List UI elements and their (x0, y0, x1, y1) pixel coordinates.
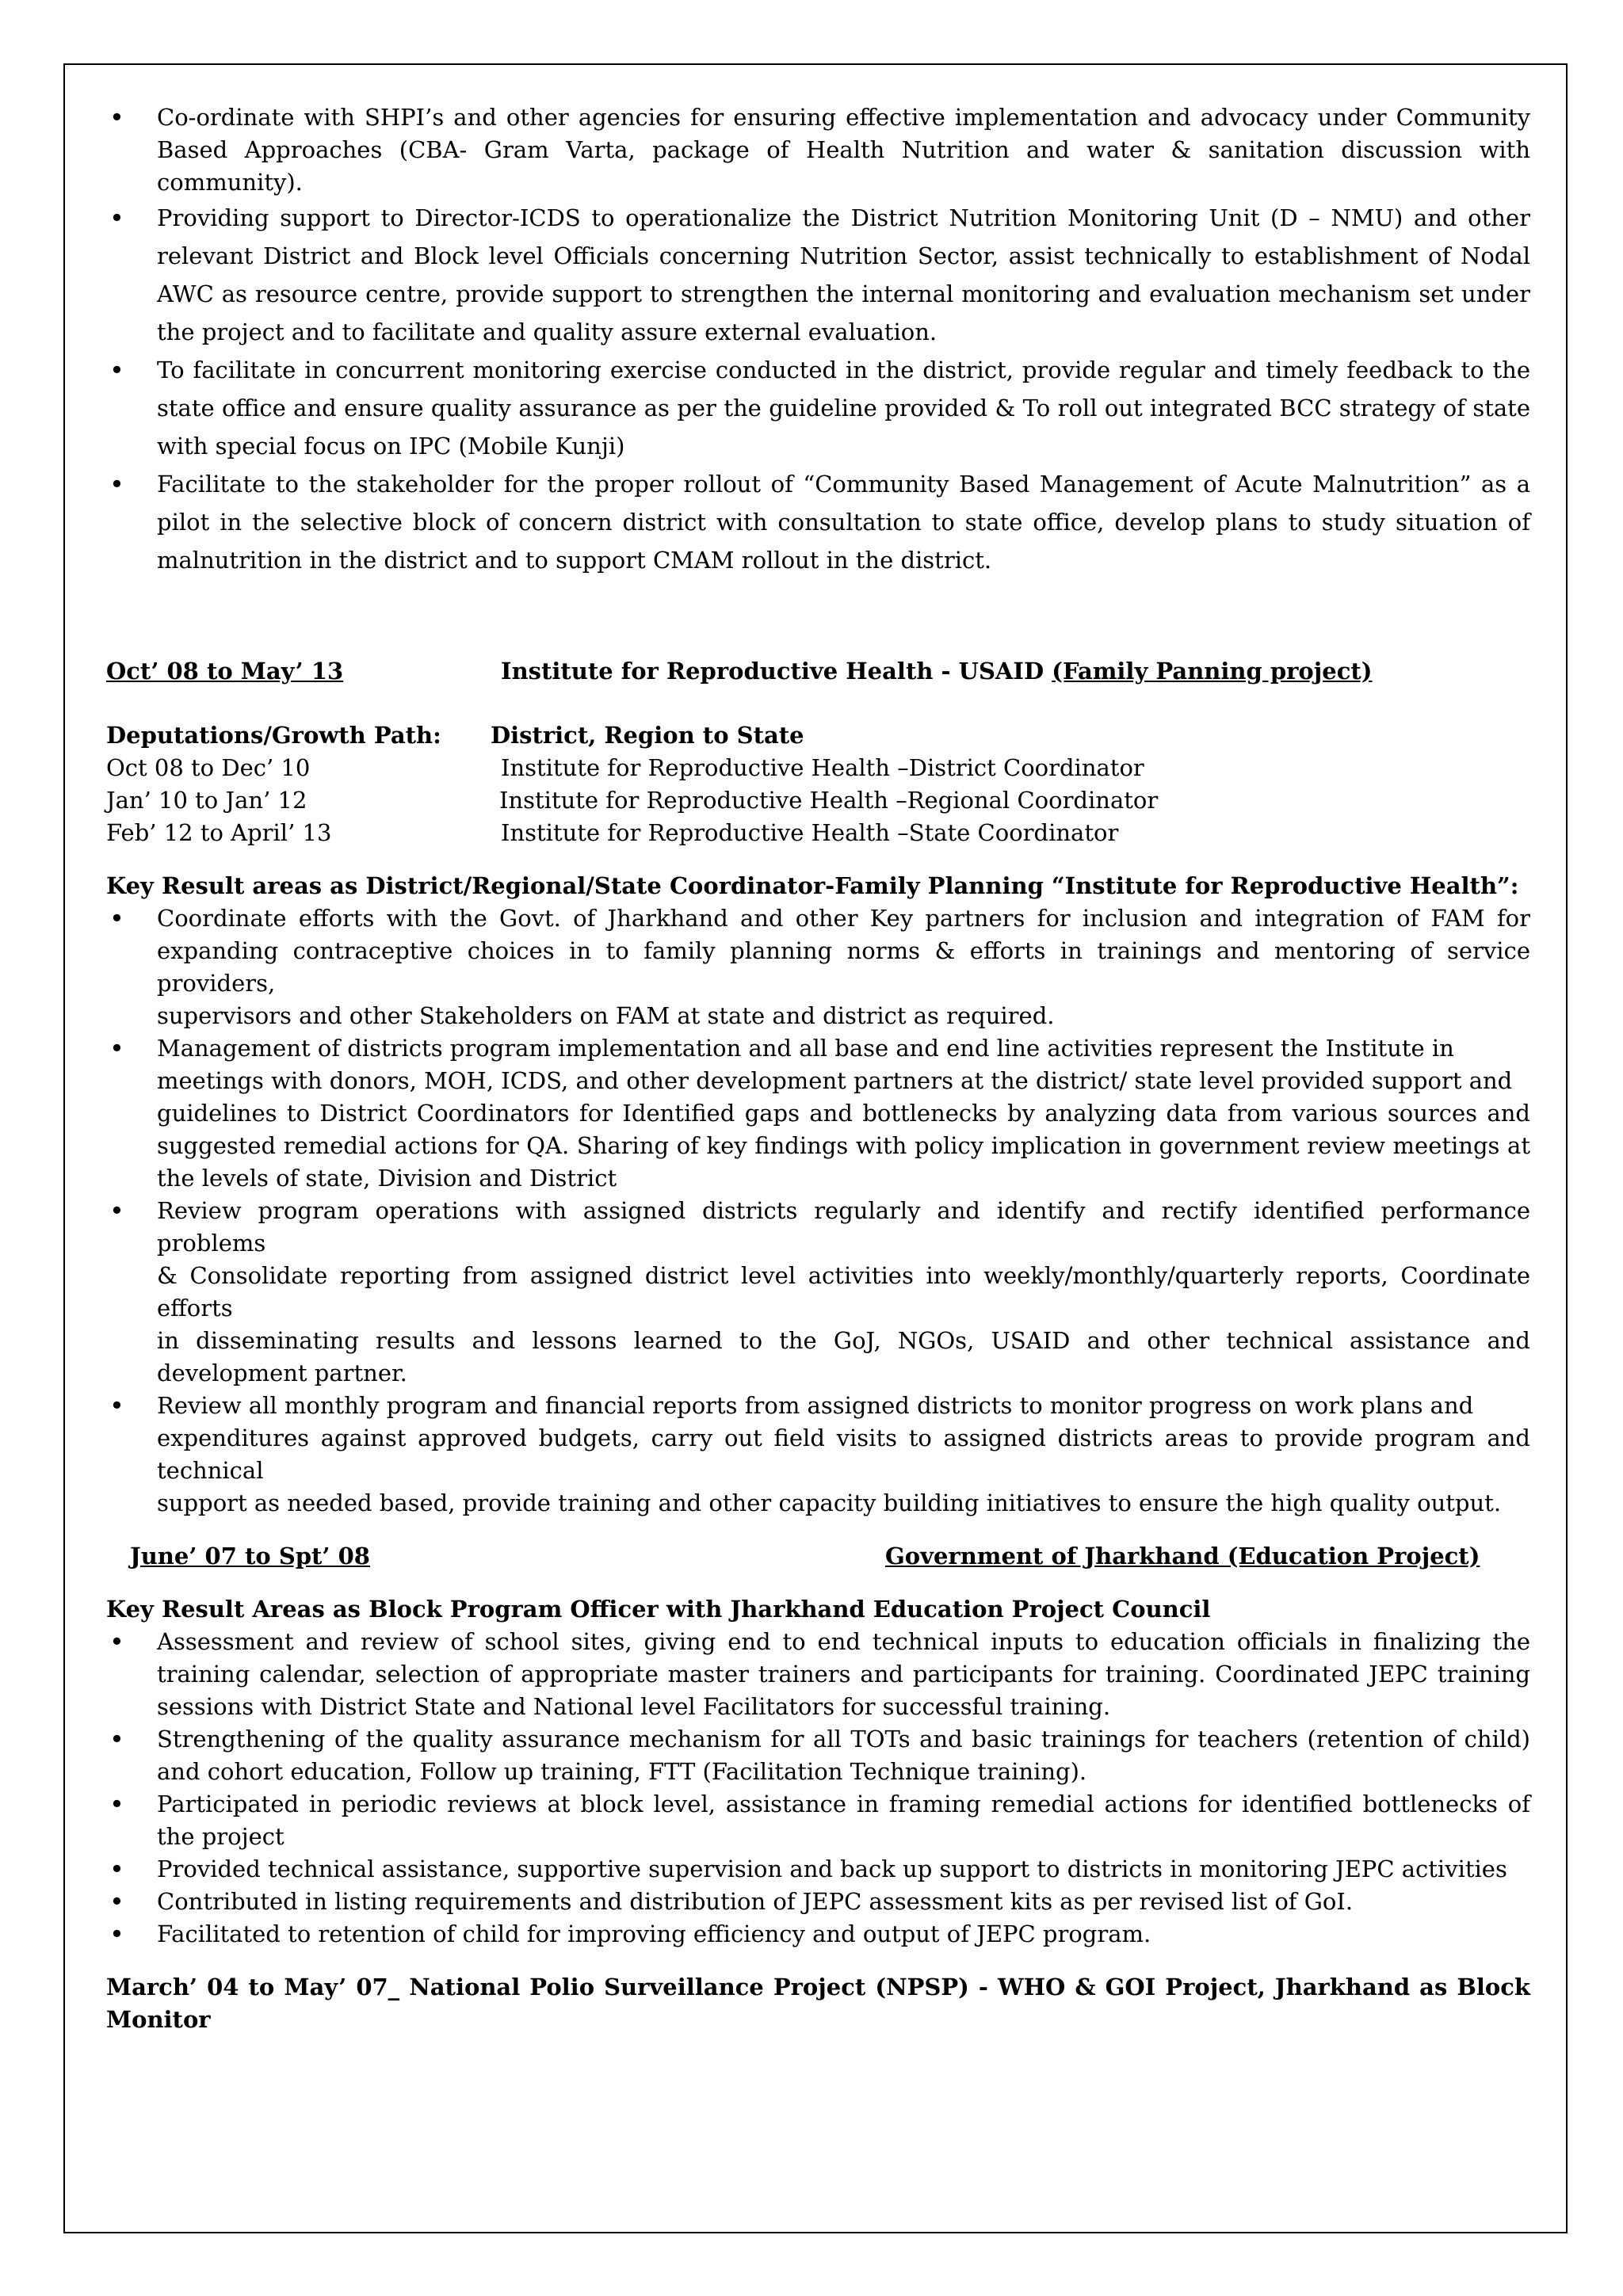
list-item: • Strengthening of the quality assurance mechanism for all TOTs and basic trainings for teachers (retention of child) and cohort education, Follow up training, FTT (Facilitation Technique training). (106, 1723, 1530, 1788)
jepc-kra-heading: Key Result Areas as Block Program Officer with Jharkhand Education Project Council (106, 1596, 1211, 1623)
role-period: Jan’ 10 to Jan’ 12 (106, 787, 307, 814)
irh-org-line (501, 655, 1372, 688)
list-item (106, 1195, 1530, 1390)
growth-path-label: Deputations/Growth Path: (106, 722, 441, 749)
growth-path-value: District, Region to State (491, 722, 804, 749)
list-item: • Co-ordinate with SHPI’s and other agencies for ensuring effective implementation and advocacy under Community Based Approaches (CBA- Gram Varta, package of Health Nutrition and water & sanitation discussion with community). (106, 101, 1530, 199)
role-row (106, 752, 1530, 784)
list-item: • To facilitate in concurrent monitoring exercise conducted in the district, provide regular and timely feedback to the state office and ensure quality assurance as per the guideline provided & To roll out integrated BCC strategy of state with special focus on IPC (Mobile Kunji) (106, 351, 1530, 465)
irh-period: Oct’ 08 to May’ 13 (106, 658, 344, 685)
bullet-text: • Review all monthly program and financial reports from assigned districts to monitor progress on work plans and (157, 1392, 1474, 1419)
jepc-bullet-list (106, 1626, 1530, 1951)
resume-page (106, 101, 1530, 2036)
bullet-text: meetings with donors, MOH, ICDS, and other development partners at the district/ state level provided support and (157, 1067, 1513, 1094)
role-row (106, 784, 1530, 817)
list-item (106, 1390, 1530, 1520)
irh-project: (Family Panning project) (1052, 658, 1373, 685)
bullet-text: • Coordinate efforts with the Govt. of Jharkhand and other Key partners for inclusion and integration of FAM for expanding contraceptive choices in to family planning norms & efforts in trainings and mentoring of service providers, (157, 905, 1530, 997)
bullet-continuation: supervisors and other Stakeholders on FAM at state and district as required. (157, 1002, 1055, 1029)
jepc-org: Government of Jharkhand (Education Project) (885, 1543, 1480, 1569)
list-item: • Facilitate to the stakeholder for the proper rollout of “Community Based Management of Acute Malnutrition” as a pilot in the selective block of concern district with consultation to state office, develop plans to study situation of malnutrition in the district and to support CMAM rollout in the district. (106, 465, 1530, 579)
bullet-continuation: & Consolidate reporting from assigned district level activities into weekly/monthly/quarterly reports, Coordinate efforts (157, 1262, 1530, 1322)
irh-bullet-list (106, 902, 1530, 1520)
role-title: Institute for Reproductive Health –Regional Coordinator (499, 787, 1159, 814)
list-item (106, 1032, 1530, 1195)
role-period: Oct 08 to Dec’ 10 (106, 754, 311, 781)
irh-kra-heading: Key Result areas as District/Regional/State Coordinator-Family Planning “Institute for Reproductive Health”: (106, 872, 1519, 899)
list-item (106, 902, 1530, 1032)
list-item: • Participated in periodic reviews at block level, assistance in framing remedial actions for identified bottlenecks of the project (106, 1788, 1530, 1853)
bullet-text: • Management of districts program implementation and all base and end line activities represent the Institute in (157, 1035, 1454, 1062)
bullet-continuation: support as needed based, provide training and other capacity building initiatives to ensure the high quality output. (157, 1489, 1502, 1516)
irh-header (106, 655, 1530, 688)
npsp-heading: March’ 04 to May’ 07_ National Polio Surveillance Project (NPSP) - WHO & GOI Project, Jharkhand as Block Monitor (106, 1974, 1530, 2033)
jepc-header (106, 1540, 1530, 1573)
bullet-text: guidelines to District Coordinators for Identified gaps and bottlenecks by analyzing data from various sources and suggested remedial actions for QA. Sharing of key findings with policy implication in government review meetings at the levels of state, Division and District (157, 1100, 1530, 1192)
jepc-period: June’ 07 to Spt’ 08 (130, 1543, 370, 1569)
bullet-continuation: in disseminating results and lessons learned to the GoJ, NGOs, USAID and other technical assistance and development partner. (157, 1327, 1530, 1386)
list-item: • Facilitated to retention of child for improving efficiency and output of JEPC program. (106, 1918, 1530, 1951)
growth-path-row (106, 719, 1530, 752)
intro-bullet-list (106, 101, 1530, 579)
irh-org: Institute for Reproductive Health - USAID (501, 658, 1044, 685)
bullet-text: • Review program operations with assigned districts regularly and identify and rectify identified performance problems (157, 1197, 1530, 1257)
list-item: • Contributed in listing requirements and distribution of JEPC assessment kits as per revised list of GoI. (106, 1886, 1530, 1918)
role-row (106, 817, 1530, 849)
role-period: Feb’ 12 to April’ 13 (106, 819, 332, 846)
list-item: • Providing support to Director-ICDS to operationalize the District Nutrition Monitoring Unit (D – NMU) and other relevant District and Block level Officials concerning Nutrition Sector, assist technically to establishment of Nodal AWC as resource centre, provide support to strengthen the internal monitoring and evaluation mechanism set under the project and to facilitate and quality assure external evaluation. (106, 199, 1530, 351)
role-title: Institute for Reproductive Health –District Coordinator (501, 754, 1144, 781)
role-title: Institute for Reproductive Health –State Coordinator (501, 819, 1119, 846)
bullet-text: expenditures against approved budgets, carry out field visits to assigned districts areas to provide program and technical (157, 1425, 1530, 1484)
list-item: • Provided technical assistance, supportive supervision and back up support to districts in monitoring JEPC activities (106, 1853, 1530, 1886)
list-item: • Assessment and review of school sites, giving end to end technical inputs to education officials in finalizing the training calendar, selection of appropriate master trainers and participants for training. Coordinated JEPC training sessions with District State and National level Facilitators for successful training. (106, 1626, 1530, 1723)
